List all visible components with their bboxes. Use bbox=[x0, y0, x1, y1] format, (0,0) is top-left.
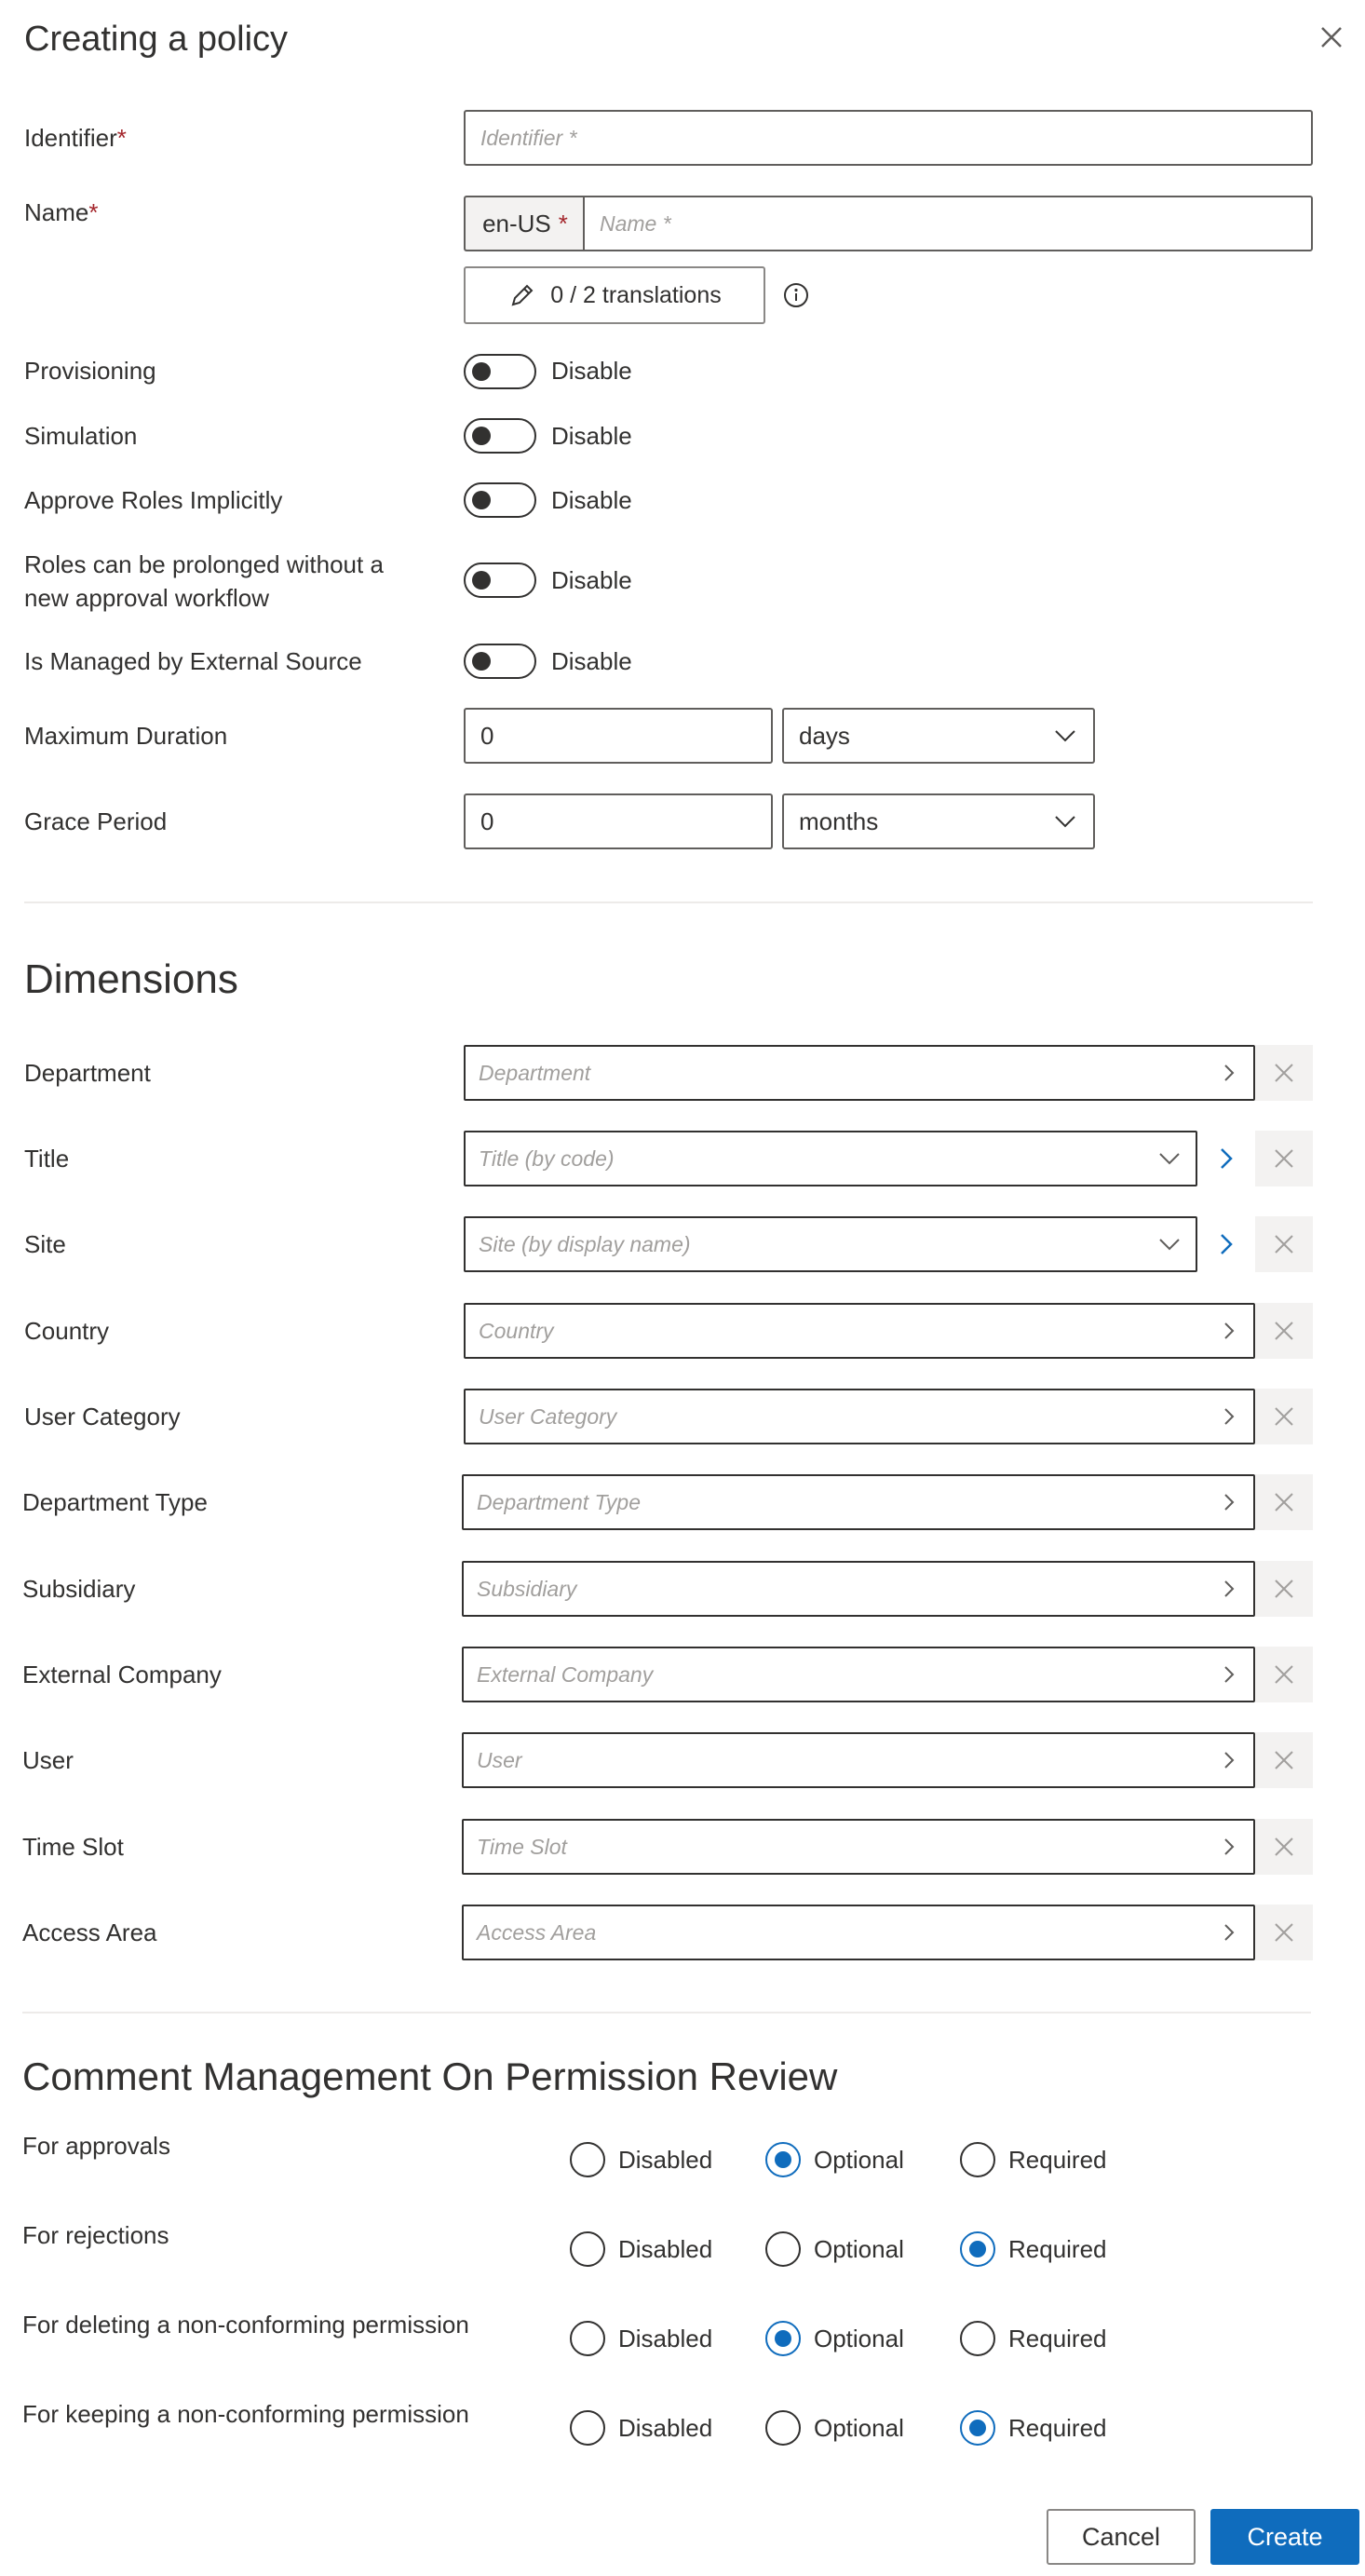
title-select[interactable]: Title (by code) bbox=[464, 1131, 1197, 1186]
external-company-picker[interactable]: External Company bbox=[462, 1647, 1255, 1702]
chevron-right-icon bbox=[1218, 1489, 1240, 1515]
user-category-clear-button[interactable] bbox=[1255, 1389, 1313, 1444]
for-keeping-optional-radio[interactable]: Optional bbox=[765, 2410, 904, 2446]
prolong-roles-label-line2: new approval workflow bbox=[24, 584, 270, 612]
close-icon bbox=[1273, 1663, 1295, 1686]
for-approvals-disabled-radio[interactable]: Disabled bbox=[570, 2142, 712, 2177]
close-icon bbox=[1273, 1405, 1295, 1428]
country-picker[interactable]: Country bbox=[464, 1303, 1255, 1359]
department-picker[interactable]: Department bbox=[464, 1045, 1255, 1101]
chevron-right-icon bbox=[1215, 1229, 1237, 1259]
external-company-clear-button[interactable] bbox=[1255, 1647, 1313, 1702]
chevron-right-icon bbox=[1215, 1144, 1237, 1173]
for-rejections-optional-radio[interactable]: Optional bbox=[765, 2231, 904, 2267]
provisioning-state: Disable bbox=[551, 357, 632, 385]
subsidiary-clear-button[interactable] bbox=[1255, 1561, 1313, 1617]
prolong-roles-toggle[interactable] bbox=[464, 563, 536, 598]
time-slot-label: Time Slot bbox=[22, 1833, 124, 1861]
chevron-right-icon bbox=[1218, 1834, 1240, 1860]
for-approvals-label: For approvals bbox=[22, 2132, 170, 2160]
language-prefix: en-US * bbox=[464, 196, 585, 251]
close-icon bbox=[1273, 1836, 1295, 1858]
close-icon bbox=[1273, 1491, 1295, 1513]
for-rejections-required-radio[interactable]: Required bbox=[960, 2231, 1107, 2267]
simulation-state: Disable bbox=[551, 422, 632, 450]
user-clear-button[interactable] bbox=[1255, 1732, 1313, 1788]
site-label: Site bbox=[24, 1230, 66, 1258]
chevron-right-icon bbox=[1218, 1060, 1240, 1086]
chevron-down-icon bbox=[1156, 1146, 1183, 1172]
user-picker[interactable]: User bbox=[462, 1732, 1255, 1788]
grace-period-input[interactable]: 0 bbox=[464, 793, 773, 849]
chevron-right-icon bbox=[1218, 1747, 1240, 1773]
department-label: Department bbox=[24, 1059, 151, 1087]
external-source-label: Is Managed by External Source bbox=[24, 647, 362, 675]
for-approvals-optional-radio[interactable]: Optional bbox=[765, 2142, 904, 2177]
pencil-icon bbox=[507, 280, 537, 310]
max-duration-label: Maximum Duration bbox=[24, 722, 228, 750]
time-slot-clear-button[interactable] bbox=[1255, 1819, 1313, 1875]
provisioning-toggle[interactable] bbox=[464, 354, 536, 389]
external-company-label: External Company bbox=[22, 1661, 222, 1688]
user-category-picker[interactable]: User Category bbox=[464, 1389, 1255, 1444]
radio-circle-selected bbox=[765, 2142, 801, 2177]
subsidiary-label: Subsidiary bbox=[22, 1575, 136, 1603]
external-source-state: Disable bbox=[551, 647, 632, 675]
chevron-right-icon bbox=[1218, 1318, 1240, 1344]
cancel-button[interactable]: Cancel bbox=[1047, 2509, 1196, 2565]
for-keeping-disabled-radio[interactable]: Disabled bbox=[570, 2410, 712, 2446]
for-deleting-optional-radio[interactable]: Optional bbox=[765, 2321, 904, 2356]
comment-management-heading: Comment Management On Permission Review bbox=[22, 2054, 838, 2098]
chevron-down-icon bbox=[1156, 1231, 1183, 1257]
simulation-label: Simulation bbox=[24, 422, 138, 450]
access-area-picker[interactable]: Access Area bbox=[462, 1905, 1255, 1960]
prolong-roles-state: Disable bbox=[551, 566, 632, 594]
radio-circle-selected bbox=[960, 2231, 995, 2267]
title-navigate-button[interactable] bbox=[1197, 1131, 1255, 1186]
department-type-label: Department Type bbox=[22, 1488, 208, 1516]
user-category-label: User Category bbox=[24, 1403, 181, 1430]
chevron-right-icon bbox=[1218, 1576, 1240, 1602]
radio-circle bbox=[570, 2142, 605, 2177]
radio-circle-selected bbox=[765, 2321, 801, 2356]
title-label: Title bbox=[24, 1145, 70, 1173]
name-label: Name* bbox=[24, 198, 99, 226]
title-clear-button[interactable] bbox=[1255, 1131, 1313, 1186]
close-icon bbox=[1273, 1062, 1295, 1084]
access-area-label: Access Area bbox=[22, 1918, 157, 1946]
close-icon bbox=[1273, 1578, 1295, 1600]
identifier-label: Identifier* bbox=[24, 124, 127, 152]
section-divider bbox=[22, 2012, 1311, 2013]
country-label: Country bbox=[24, 1317, 110, 1345]
simulation-toggle[interactable] bbox=[464, 418, 536, 454]
radio-circle bbox=[960, 2142, 995, 2177]
close-icon bbox=[1273, 1233, 1295, 1255]
provisioning-label: Provisioning bbox=[24, 357, 156, 385]
dimensions-heading: Dimensions bbox=[24, 956, 238, 1002]
chevron-right-icon bbox=[1218, 1661, 1240, 1688]
max-duration-unit-dropdown[interactable]: days bbox=[782, 708, 1095, 764]
approve-roles-label: Approve Roles Implicitly bbox=[24, 486, 283, 514]
subsidiary-picker[interactable]: Subsidiary bbox=[462, 1561, 1255, 1617]
section-divider bbox=[24, 902, 1313, 903]
chevron-down-icon bbox=[1052, 723, 1078, 749]
radio-circle bbox=[765, 2410, 801, 2446]
for-deleting-disabled-radio[interactable]: Disabled bbox=[570, 2321, 712, 2356]
close-icon bbox=[1273, 1320, 1295, 1342]
max-duration-input[interactable]: 0 bbox=[464, 708, 773, 764]
department-type-picker[interactable]: Department Type bbox=[462, 1474, 1255, 1530]
prolong-roles-label-line1: Roles can be prolonged without a bbox=[24, 550, 384, 578]
radio-circle bbox=[960, 2321, 995, 2356]
translations-button[interactable]: 0 / 2 translations bbox=[464, 266, 765, 324]
external-source-toggle[interactable] bbox=[464, 644, 536, 679]
site-select[interactable]: Site (by display name) bbox=[464, 1216, 1197, 1272]
info-icon[interactable] bbox=[782, 281, 810, 309]
user-label: User bbox=[22, 1746, 74, 1774]
radio-circle bbox=[570, 2410, 605, 2446]
dialog-title: Creating a policy bbox=[24, 20, 289, 59]
create-button[interactable]: Create bbox=[1210, 2509, 1359, 2565]
grace-period-unit-dropdown[interactable]: months bbox=[782, 793, 1095, 849]
for-keeping-label: For keeping a non-conforming permission bbox=[22, 2400, 469, 2428]
close-icon bbox=[1273, 1147, 1295, 1170]
site-navigate-button[interactable] bbox=[1197, 1216, 1255, 1272]
close-icon bbox=[1273, 1749, 1295, 1771]
for-keeping-required-radio[interactable]: Required bbox=[960, 2410, 1107, 2446]
for-deleting-label: For deleting a non-conforming permission bbox=[22, 2311, 469, 2339]
identifier-input[interactable]: Identifier * bbox=[464, 110, 1313, 166]
site-clear-button[interactable] bbox=[1255, 1216, 1313, 1272]
time-slot-picker[interactable]: Time Slot bbox=[462, 1819, 1255, 1875]
for-rejections-label: For rejections bbox=[22, 2221, 169, 2249]
department-type-clear-button[interactable] bbox=[1255, 1474, 1313, 1530]
access-area-clear-button[interactable] bbox=[1255, 1905, 1313, 1960]
for-deleting-required-radio[interactable]: Required bbox=[960, 2321, 1107, 2356]
for-approvals-required-radio[interactable]: Required bbox=[960, 2142, 1107, 2177]
chevron-down-icon bbox=[1052, 808, 1078, 834]
radio-circle bbox=[765, 2231, 801, 2267]
country-clear-button[interactable] bbox=[1255, 1303, 1313, 1359]
approve-roles-state: Disable bbox=[551, 486, 632, 514]
chevron-right-icon bbox=[1218, 1919, 1240, 1946]
for-rejections-disabled-radio[interactable]: Disabled bbox=[570, 2231, 712, 2267]
chevron-right-icon bbox=[1218, 1403, 1240, 1430]
radio-circle bbox=[570, 2321, 605, 2356]
department-clear-button[interactable] bbox=[1255, 1045, 1313, 1101]
close-icon bbox=[1273, 1921, 1295, 1944]
close-icon[interactable] bbox=[1315, 20, 1348, 54]
name-input[interactable]: Name * bbox=[583, 196, 1313, 251]
radio-circle bbox=[570, 2231, 605, 2267]
grace-period-label: Grace Period bbox=[24, 807, 168, 835]
approve-roles-toggle[interactable] bbox=[464, 482, 536, 518]
radio-circle-selected bbox=[960, 2410, 995, 2446]
